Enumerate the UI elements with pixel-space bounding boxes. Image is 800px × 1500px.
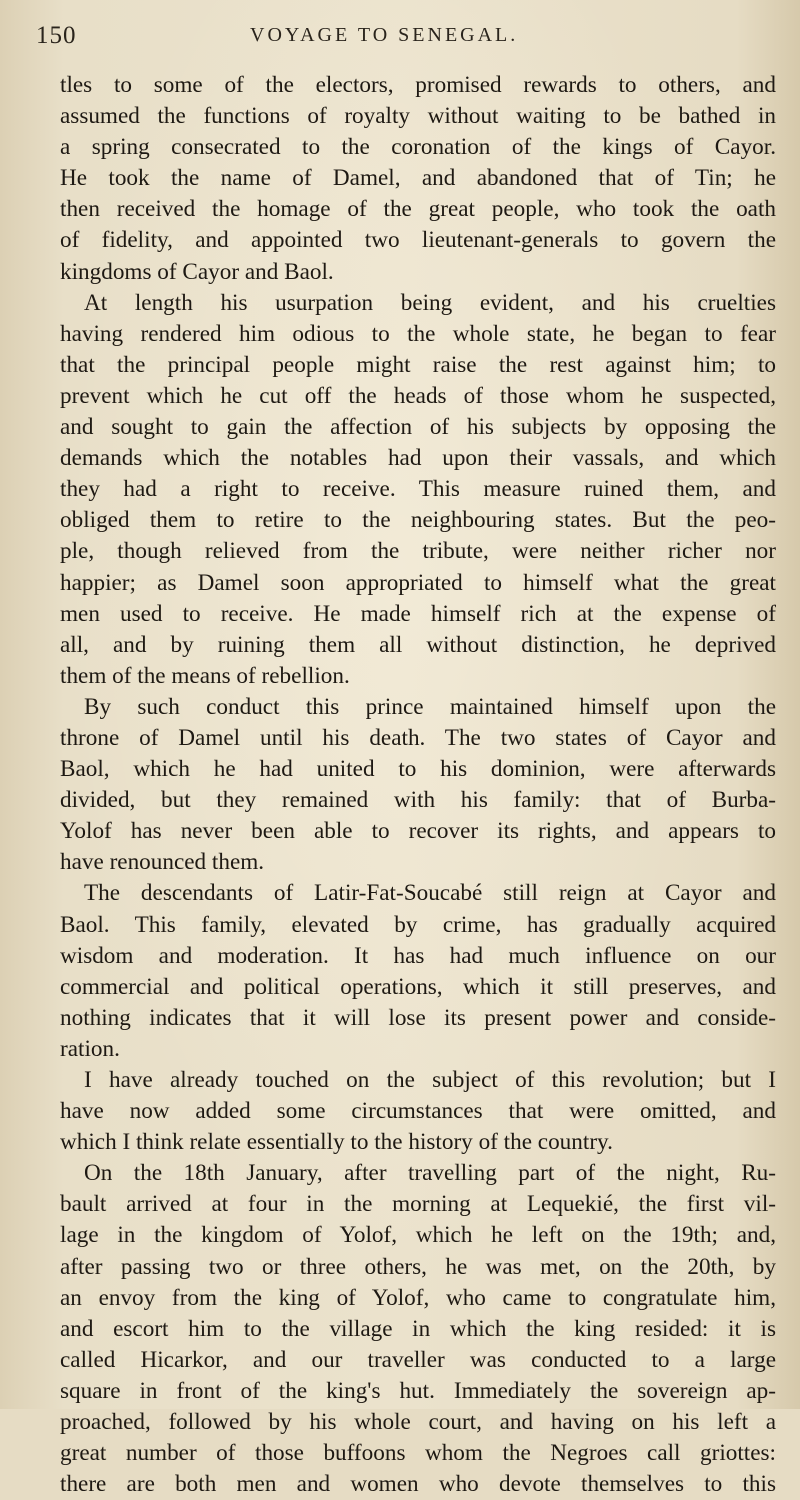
running-head: VOYAGE TO SENEGAL. (250, 24, 519, 46)
text-line: and escort him to the village in which the king resided: it is (60, 1315, 776, 1342)
text-line: ple, though relieved from the tribute, were neither richer nor (60, 538, 776, 565)
text-line: which I think relate essentially to the history of the country. (60, 1129, 613, 1156)
text-line: have renounced them. (60, 849, 265, 876)
text-line: prevent which he cut off the heads of those whom he suspected, (60, 382, 776, 409)
text-line: He took the name of Damel, and abandoned that of Tin; he (60, 165, 776, 192)
text-line: The descendants of Latir-Fat-Soucabé still reign at Cayor and (84, 880, 776, 907)
text-line: an envoy from the king of Yolof, who came to congratulate him, (60, 1284, 776, 1311)
text-line: tles to some of the electors, promised rewards to others, and (60, 72, 776, 98)
text-line: and sought to gain the affection of his subjects by opposing the (60, 414, 776, 441)
text-line: a spring consecrated to the coronation of the kings of Cayor. (60, 134, 776, 161)
text-line: all, and by ruining them all without distinction, he deprived (60, 631, 776, 658)
text-line: called Hicarkor, and our traveller was conducted to a large (60, 1346, 776, 1373)
text-line: divided, but they remained with his family: that of Burba- (60, 787, 776, 814)
text-line: On the 18th January, after travelling part of the night, Ru- (84, 1160, 776, 1187)
text-line: ration. (60, 1035, 120, 1062)
text-line: lage in the kingdom of Yolof, which he left on the 19th; and, (60, 1222, 776, 1249)
text-line: bault arrived at four in the morning at Lequekié, the first vil- (60, 1191, 776, 1218)
text-line: of fidelity, and appointed two lieutenant-generals to govern the (60, 227, 776, 254)
text-line: that the principal people might raise the rest against him; to (60, 351, 776, 378)
text-line: then received the homage of the great people, who took the oath (60, 196, 776, 223)
text-line: throne of Damel until his death. The two states of Cayor and (60, 724, 776, 751)
text-line: proached, followed by his whole court, and having on his left a (60, 1409, 776, 1436)
text-line: By such conduct this prince maintained himself upon the (84, 693, 776, 720)
page-number: 150 (36, 22, 77, 49)
text-line: wisdom and moderation. It has had much influence on our (60, 942, 776, 969)
text-line: demands which the notables had upon their vassals, and which (60, 445, 776, 472)
text-line: they had a right to receive. This measure ruined them, and (60, 476, 776, 503)
text-line: nothing indicates that it will lose its present power and conside- (60, 1004, 776, 1031)
text-line: assumed the functions of royalty without waiting to be bathed in (60, 103, 776, 130)
text-line: great number of those buffoons whom the Negroes call griottes: (60, 1440, 776, 1467)
text-line: commercial and political operations, which it still preserves, and (60, 973, 776, 1000)
text-line: them of the means of rebellion. (60, 662, 350, 689)
text-line: men used to receive. He made himself rich at the expense of (60, 600, 776, 627)
text-line: having rendered him odious to the whole state, he began to fear (60, 320, 776, 347)
text-line: there are both men and women who devote themselves to this (60, 1471, 776, 1498)
text-line: I have already touched on the subject of this revolution; but I (84, 1067, 776, 1093)
page-header (36, 22, 760, 52)
text-line: obliged them to retire to the neighbouring states. But the peo- (60, 507, 776, 534)
text-line: Yolof has never been able to recover its rights, and appears to (60, 818, 776, 845)
text-line: Baol. This family, elevated by crime, has gradually acquired (60, 911, 776, 938)
body-text (60, 70, 776, 1500)
text-line: At length his usurpation being evident, and his cruelties (84, 289, 776, 316)
text-line: have now added some circumstances that were omitted, and (60, 1098, 776, 1125)
text-line: kingdoms of Cayor and Baol. (60, 258, 334, 285)
text-line: Baol, which he had united to his dominion, were afterwards (60, 756, 776, 783)
text-line: square in front of the king's hut. Immediately the sovereign ap- (60, 1377, 776, 1404)
text-line: after passing two or three others, he was met, on the 20th, by (60, 1253, 776, 1280)
text-line: happier; as Damel soon appropriated to himself what the great (60, 569, 776, 596)
